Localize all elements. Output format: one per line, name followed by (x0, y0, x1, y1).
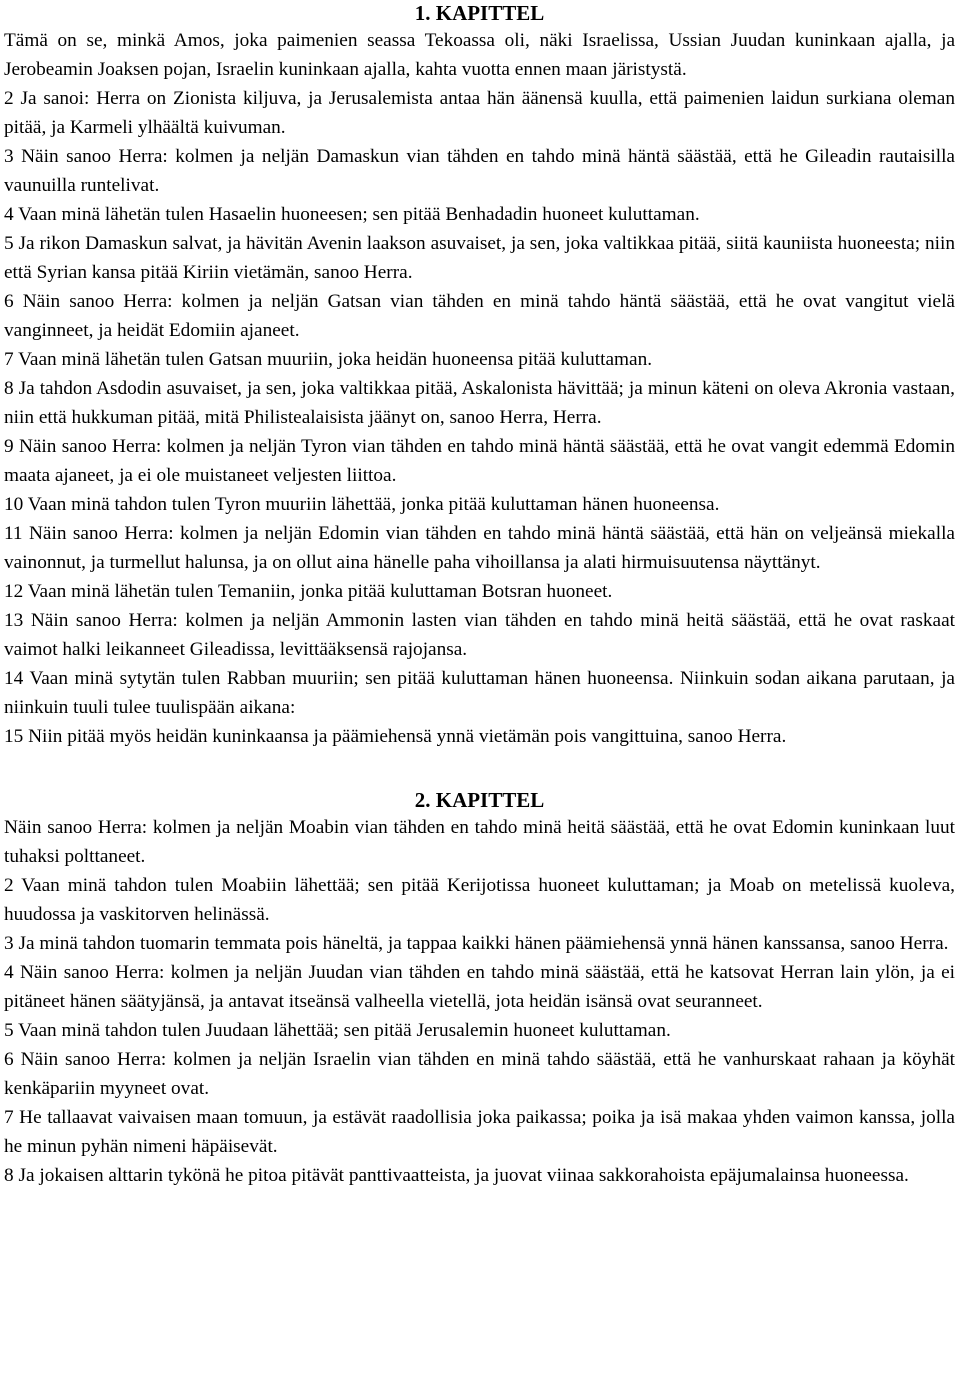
verse: 3 Ja minä tahdon tuomarin temmata pois häneltä, ja tappaa kaikki hänen päämiehensä ynnä hänen kanssansa, sanoo Herra. (4, 933, 949, 954)
verse: 4 Näin sanoo Herra: kolmen ja neljän Juudan vian tähden en tahdo minä säästää, että he katsovat Herran lain ylön, ja ei pitäneet hänen säätyjänsä, ja antavat itseänsä valheella vietellä, jota heidän isänsä ovat seuranneet. (4, 962, 955, 1012)
verse: 5 Vaan minä tahdon tulen Juudaan lähettää; sen pitää Jerusalemin huoneet kuluttaman. (4, 1020, 671, 1041)
chapter-2 (4, 787, 955, 1190)
verse: 2 Ja sanoi: Herra on Zionista kiljuva, ja Jerusalemista antaa hän äänensä kuulla, että paimenien laidun surkiana oleman pitää, ja Karmeli ylhäältä kuivuman. (4, 88, 955, 138)
chapter-title: 1. KAPITTEL (414, 1, 545, 25)
chapter-1 (4, 0, 955, 751)
verse: 14 Vaan minä sytytän tulen Rabban muuriin; sen pitää kuluttaman hänen huoneensa. Niinkuin sodan aikana parutaan, ja niinkuin tuuli tulee tuulispään aikana: (4, 668, 955, 718)
chapter-spacer (4, 751, 955, 787)
verse: 2 Vaan minä tahdon tulen Moabiin lähettää; sen pitää Kerijotissa huoneet kuluttaman; ja Moab on metelissä kuoleva, huudossa ja vaskitorven helinässä. (4, 875, 955, 925)
verse: 10 Vaan minä tahdon tulen Tyron muuriin lähettää, jonka pitää kuluttaman hänen huoneensa. (4, 494, 720, 515)
chapter-title: 2. KAPITTEL (414, 788, 545, 812)
verse: 4 Vaan minä lähetän tulen Hasaelin huoneesen; sen pitää Benhadadin huoneet kuluttaman. (4, 204, 700, 225)
verse: 7 He tallaavat vaivaisen maan tomuun, ja estävät raadollisia joka paikassa; poika ja isä makaa yhden vaimon kanssa, jolla he minun pyhän nimeni häpäisevät. (4, 1107, 955, 1157)
document-page (4, 0, 955, 1190)
verse: 8 Ja jokaisen alttarin tykönä he pitoa pitävät panttivaatteista, ja juovat viinaa sakkorahoista epäjumalainsa huoneessa. (4, 1165, 909, 1186)
verse: 12 Vaan minä lähetän tulen Temaniin, jonka pitää kuluttaman Botsran huoneet. (4, 581, 613, 602)
verse: 11 Näin sanoo Herra: kolmen ja neljän Edomin vian tähden en tahdo minä häntä säästää, että hän on veljeänsä miekalla vainonnut, ja turmellut halunsa, ja on ollut aina hänelle paha vihoillansa ja alati hirmuisuutensa näyttänyt. (4, 523, 955, 573)
verse: 6 Näin sanoo Herra: kolmen ja neljän Israelin vian tähden en minä tahdo säästää, että he vanhurskaat rahaan ja köyhät kenkäpariin myyneet ovat. (4, 1049, 955, 1099)
verse: 9 Näin sanoo Herra: kolmen ja neljän Tyron vian tähden en tahdo minä häntä säästää, että he ovat vangit edemmä Edomin maata ajaneet, ja ei ole muistaneet veljesten liittoa. (4, 436, 955, 486)
verse: 3 Näin sanoo Herra: kolmen ja neljän Damaskun vian tähden en tahdo minä häntä säästää, että he Gileadin rautaisilla vaunuilla runtelivat. (4, 146, 955, 196)
verse: 6 Näin sanoo Herra: kolmen ja neljän Gatsan vian tähden en minä tahdo häntä säästää, että he ovat vangitut vielä vanginneet, ja heidät Edomiin ajaneet. (4, 291, 955, 341)
verse: 7 Vaan minä lähetän tulen Gatsan muuriin, joka heidän huoneensa pitää kuluttaman. (4, 349, 653, 370)
verse: 5 Ja rikon Damaskun salvat, ja hävitän Avenin laakson asuvaiset, ja sen, joka valtikkaa pitää, siitä kauniista huoneesta; niin että Syrian kansa pitää Kiriin vietämän, sanoo Herra. (4, 233, 955, 283)
verse: Näin sanoo Herra: kolmen ja neljän Moabin vian tähden en tahdo minä heitä säästää, että he ovat Edomin kuninkaan luut tuhaksi polttaneet. (4, 817, 955, 867)
verse: Tämä on se, minkä Amos, joka paimenien seassa Tekoassa oli, näki Israelissa, Ussian Juudan kuninkaan ajalla, ja Jerobeamin Joaksen pojan, Israelin kuninkaan ajalla, kahta vuotta ennen maan järistystä. (4, 30, 955, 80)
verse: 8 Ja tahdon Asdodin asuvaiset, ja sen, joka valtikkaa pitää, Askalonista hävittää; ja minun käteni on oleva Akronia vastaan, niin että hukkuman pitää, mitä Philistealaisista jäänyt on, sanoo Herra, Herra. (4, 378, 955, 428)
verse: 13 Näin sanoo Herra: kolmen ja neljän Ammonin lasten vian tähden en tahdo minä heitä säästää, että he ovat raskaat vaimot halki leikanneet Gileadissa, levittääksensä rajojansa. (4, 610, 955, 660)
verse: 15 Niin pitää myös heidän kuninkaansa ja päämiehensä ynnä vietämän pois vangittuina, sanoo Herra. (4, 726, 787, 747)
